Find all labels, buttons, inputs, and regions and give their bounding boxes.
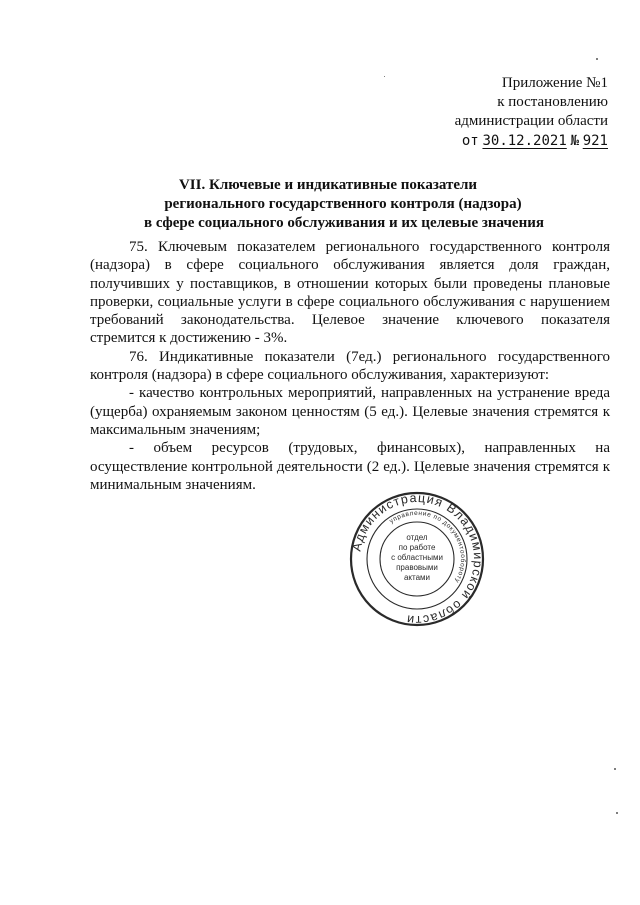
seal-center-line-3: с областными [391, 553, 443, 562]
bullet-quality: - качество контрольных мероприятий, направленных на устранение вреда (ущерба) охраняемым законом ценностям (5 ед.). Целевые значения стремятся к максимальным значениям; [90, 385, 610, 438]
appendix-block [388, 74, 608, 151]
heading-line-3: в сфере социального обслуживания и их целевые значения [144, 215, 544, 231]
body-text [90, 238, 610, 494]
seal-center-line-1: отдел [406, 533, 428, 542]
number-sign: № [570, 133, 579, 149]
scan-speck [596, 58, 598, 60]
heading-line-2: регионального государственного контроля (надзора) [164, 196, 522, 212]
appendix-resolution: к постановлению [497, 94, 608, 110]
document-number: 921 [582, 133, 608, 149]
seal-inner-text: управление по документообороту [388, 509, 467, 585]
official-seal [348, 490, 486, 628]
paragraph-76: 76. Индикативные показатели (7ед.) регионального государственного контроля (надзора) в сфере социального обслуживания, характеризуют: [90, 348, 610, 384]
appendix-title: Приложение №1 [501, 75, 608, 91]
seal-center-line-4: правовыми [396, 563, 438, 572]
seal-center-line-5: актами [403, 573, 431, 582]
document-date: 30.12.2021 [482, 133, 567, 149]
scan-speck [384, 76, 385, 77]
heading-line-1: VII. Ключевые и индикативные показатели [178, 177, 478, 193]
appendix-administration: администрации области [454, 113, 608, 129]
seal-outer-text: Администрация Владимирской области [349, 490, 486, 628]
date-prefix: от [461, 133, 479, 149]
bullet-resources: - объем ресурсов (трудовых, финансовых), направленных на осуществление контрольной деятельности (2 ед.). Целевые значения стремятся к минимальным значениям. [90, 440, 610, 493]
appendix-date-line [388, 132, 608, 151]
scan-speck [614, 768, 616, 770]
section-heading [40, 176, 600, 233]
seal-center-line-2: по работе [398, 543, 436, 552]
paragraph-75: 75. Ключевым показателем регионального государственного контроля (надзора) в сфере социального обслуживания является доля граждан, получивших у поставщиков, в отношении которых были проведены плановые проверки, социальные услуги в сфере социального обслуживания с нарушением требований законодательства. Целевое значение ключевого показателя стремится к достижению - 3%. [90, 239, 610, 347]
scan-speck [616, 812, 618, 814]
